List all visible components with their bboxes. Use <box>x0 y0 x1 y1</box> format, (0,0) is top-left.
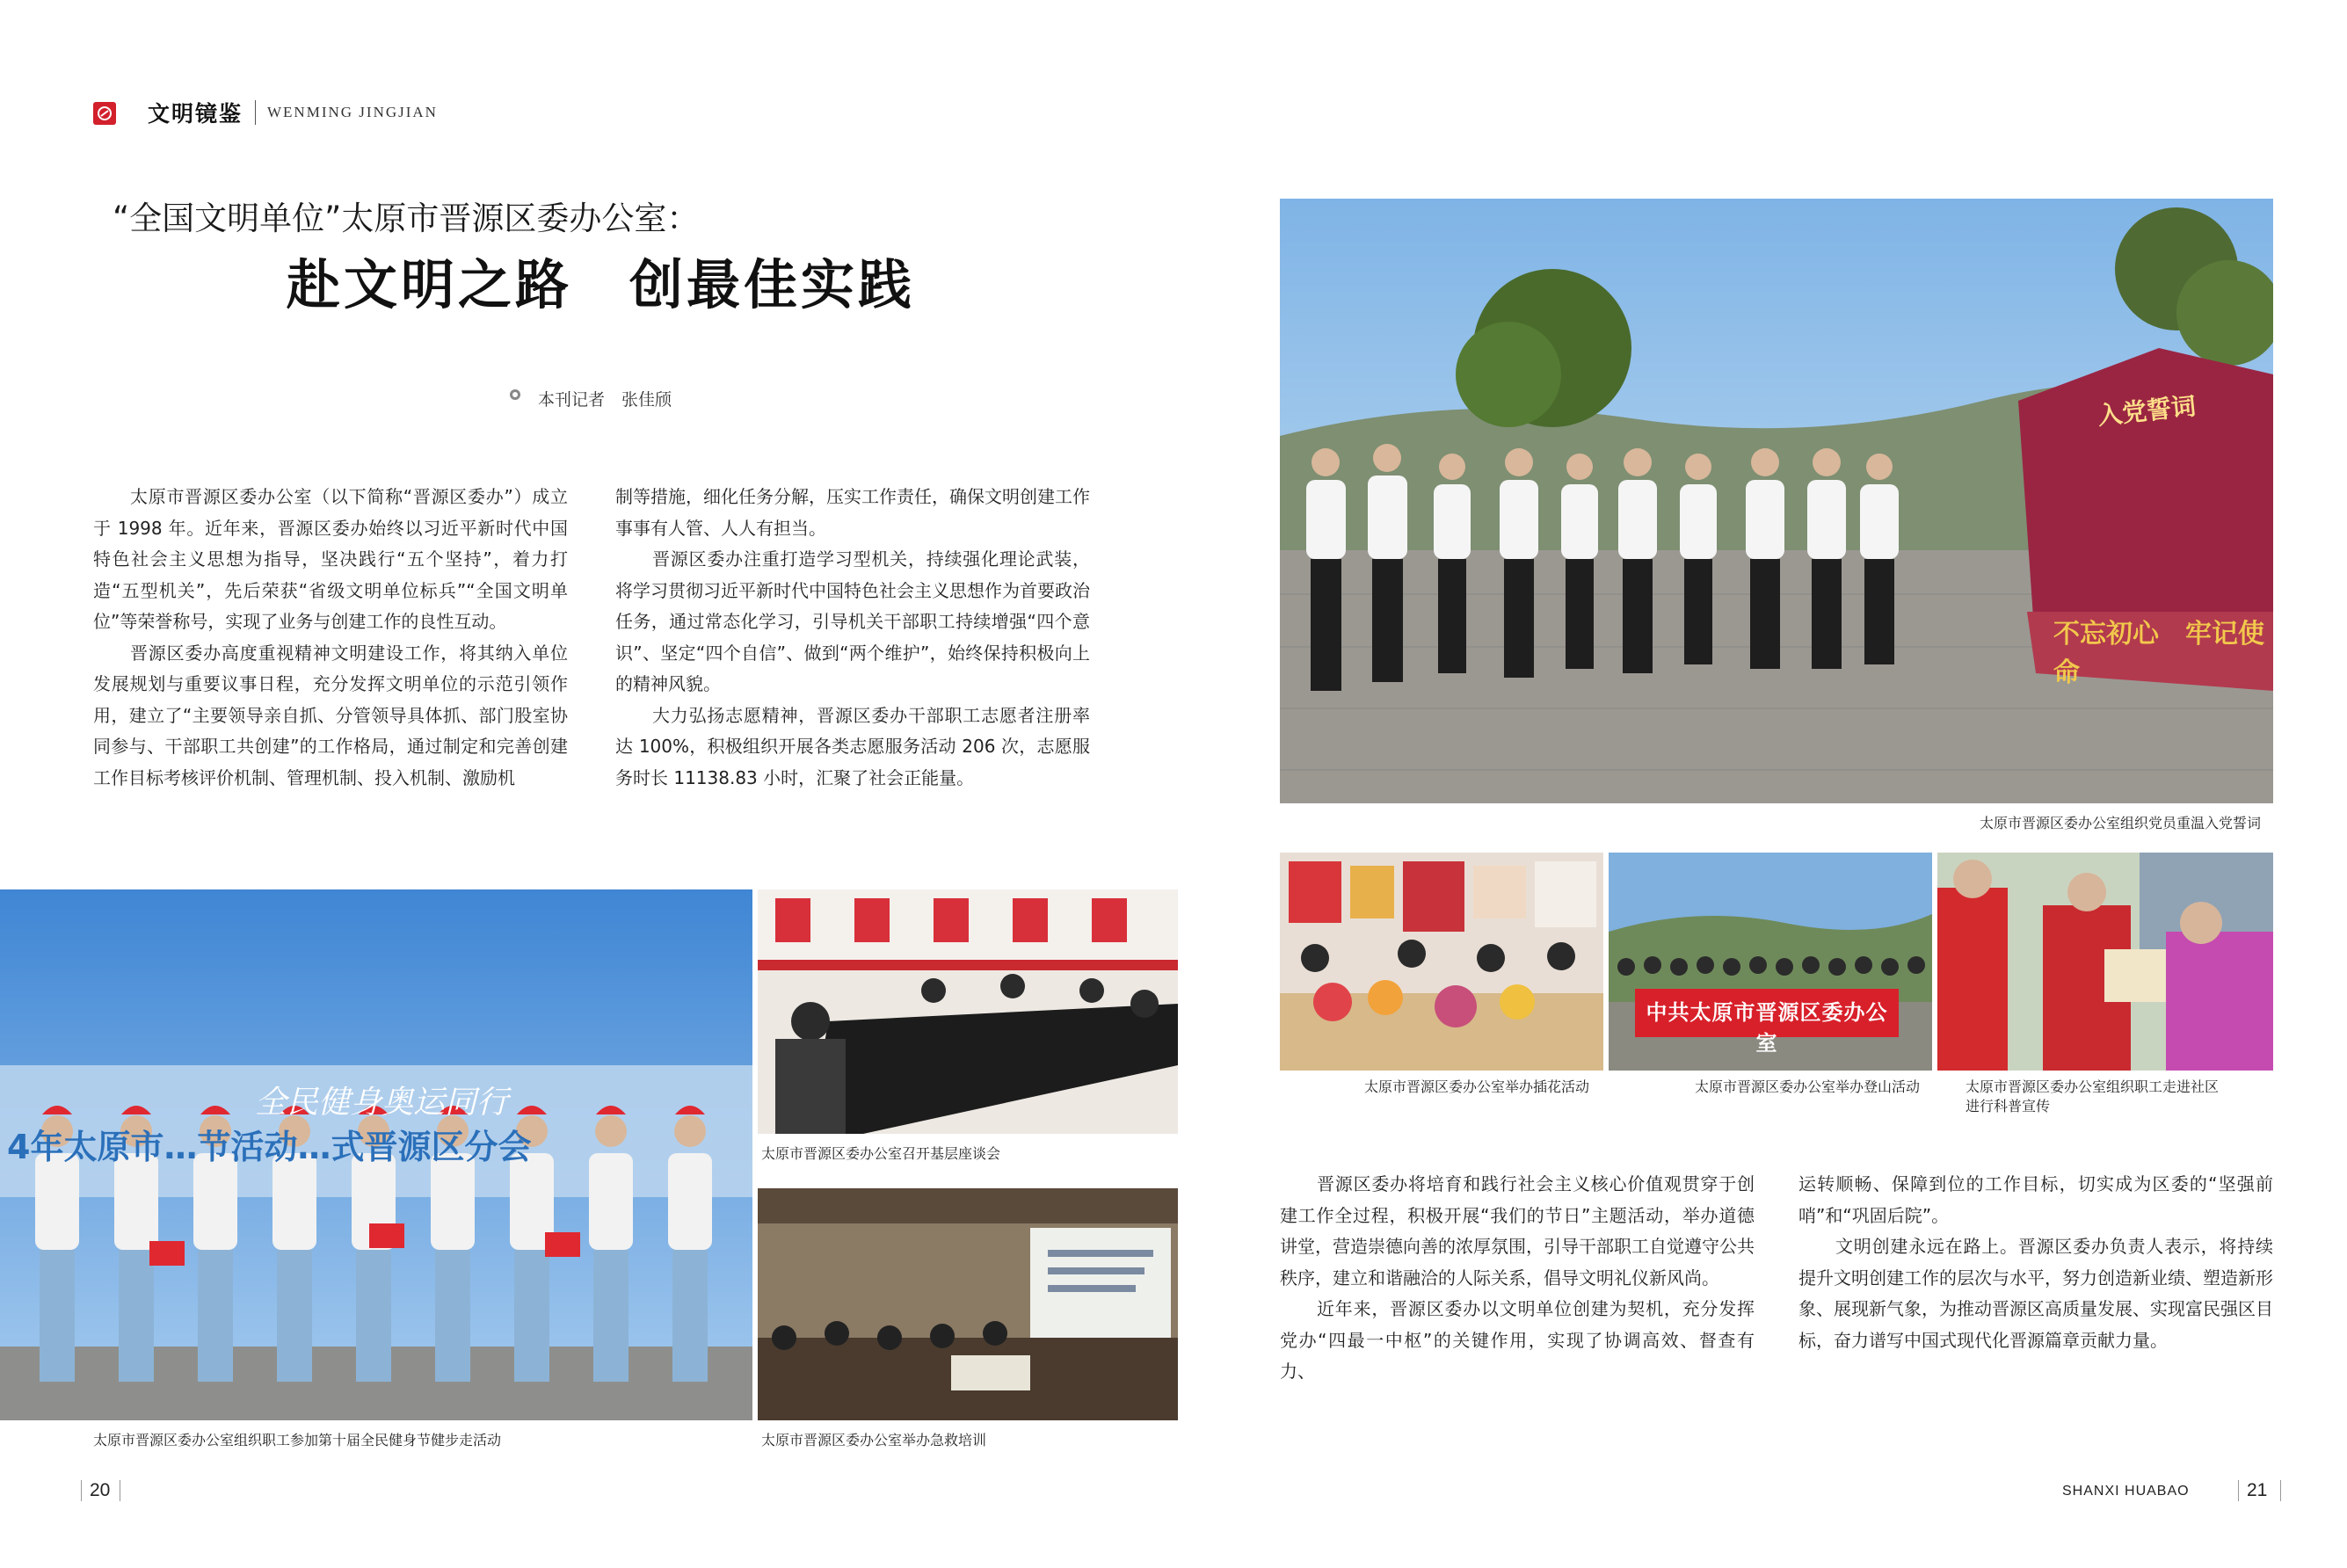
body-column-1 <box>93 482 568 794</box>
article-title: 赴文明之路 创最佳实践 <box>287 254 916 316</box>
walk-banner-text: 全民健身奥运同行 <box>255 1085 509 1121</box>
folio-rule <box>81 1480 82 1501</box>
paragraph: 太原市晋源区委办公室（以下简称“晋源区委办”）成立于 1998 年。近年来，晋源区委办始终以习近平新时代中国特色社会主义思想为指导，坚决践行“五个坚持”，着力打造“五型机关”，先后荣获“省级文明单位标兵”“全国文明单位”等荣誉称号，实现了业务与创建工作的良性互动。 <box>93 486 568 632</box>
folio-rule <box>2280 1480 2281 1501</box>
paragraph: 大力弘扬志愿精神，晋源区委办干部职工志愿者注册率达 100%，积极组织开展各类志愿服务活动 206 次，志愿服务时长 11138.83 小时，汇聚了社会正能量。 <box>615 704 1090 788</box>
photo-caption: 进行科普宣传 <box>1966 1098 2051 1114</box>
page-number-right: 21 <box>2247 1480 2268 1500</box>
section-divider <box>255 100 256 125</box>
byline: 本刊记者 张佳颀 <box>538 390 672 410</box>
page-number-left: 20 <box>90 1480 111 1500</box>
photo-caption: 太原市晋源区委办公室召开基层座谈会 <box>761 1145 1001 1162</box>
paragraph: 运转顺畅、保障到位的工作目标，切实成为区委的“坚强前哨”和“巩固后院”。 <box>1798 1173 2273 1226</box>
section-title-pinyin: WENMING JINGJIAN <box>267 104 438 120</box>
photo-caption: 太原市晋源区委办公室举办插花活动 <box>1364 1078 1590 1095</box>
oath-sign-slogan: 不忘初心 牢记使命 <box>2053 619 2264 688</box>
photo-caption: 太原市晋源区委办公室组织职工走进社区 <box>1966 1078 2220 1095</box>
hiking-banner: 中共太原市晋源区委办公室 <box>1646 1000 1888 1056</box>
section-title: 文明镜鉴 <box>148 101 243 127</box>
photo-caption: 太原市晋源区委办公室举办登山活动 <box>1695 1078 1921 1095</box>
photo-caption: 太原市晋源区委办公室组织职工参加第十届全民健身节健步走活动 <box>93 1432 502 1448</box>
photo-hiking <box>1609 853 1932 1071</box>
photo-flower-arranging <box>1280 853 1603 1071</box>
folio-rule <box>2238 1480 2239 1501</box>
photo-caption: 太原市晋源区委办公室举办急救培训 <box>761 1432 987 1448</box>
paragraph: 制等措施，细化任务分解，压实工作责任，确保文明创建工作事事有人管、人人有担当。 <box>615 486 1090 539</box>
body-column-3 <box>1280 1169 1755 1388</box>
paragraph: 近年来，晋源区委办以文明单位创建为契机，充分发挥党办“四最一中枢”的关键作用，实现了协调高效、督查有力、 <box>1280 1298 1755 1382</box>
photo-first-aid-training <box>758 1188 1178 1420</box>
oath-sign-title: 入党誓词 <box>2096 391 2198 431</box>
magazine-name: SHANXI HUABAO <box>2062 1484 2190 1499</box>
walk-arch-text: 4年太原市…节活动…式晋源区分会 <box>7 1128 532 1166</box>
photo-caption: 太原市晋源区委办公室组织党员重温入党誓词 <box>1980 815 2262 831</box>
paragraph: 晋源区委办将培育和践行社会主义核心价值观贯穿于创建工作全过程，积极开展“我们的节日”主题活动，举办道德讲堂，营造崇德向善的浓厚氛围，引导干部职工自觉遵守公共秩序，建立和谐融洽的人际关系，倡导文明礼仪新风尚。 <box>1280 1173 1755 1289</box>
body-column-4 <box>1798 1169 2273 1356</box>
photo-fitness-walk <box>0 889 752 1420</box>
body-column-2 <box>615 482 1090 794</box>
photo-meeting <box>758 889 1178 1134</box>
byline-bullet-icon <box>510 389 520 400</box>
photo-community-outreach <box>1937 853 2273 1071</box>
photo-party-oath <box>1280 199 2273 803</box>
paragraph: 晋源区委办高度重视精神文明建设工作，将其纳入单位发展规划与重要议事日程，充分发挥文明单位的示范引领作用，建立了“主要领导亲自抓、分管领导具体抓、部门股室协同参与、干部职工共创建”的工作格局，通过制定和完善创建工作目标考核评价机制、管理机制、投入机制、激励机 <box>93 642 568 788</box>
paragraph: 晋源区委办注重打造学习型机关，持续强化理论武装，将学习贯彻习近平新时代中国特色社会主义思想作为首要政治任务，通过常态化学习，引导机关干部职工持续增强“四个意识”、坚定“四个自信”、做到“两个维护”，始终保持积极向上的精神风貌。 <box>615 548 1090 694</box>
article-kicker: “全国文明单位”太原市晋源区委办公室： <box>113 200 700 237</box>
magazine-logo-icon <box>93 102 116 125</box>
paragraph: 文明创建永远在路上。晋源区委办负责人表示，将持续提升文明创建工作的层次与水平，努力创造新业绩、塑造新形象、展现新气象，为推动晋源区高质量发展、实现富民强区目标，奋力谱写中国式现代化晋源篇章贡献力量。 <box>1798 1236 2273 1351</box>
